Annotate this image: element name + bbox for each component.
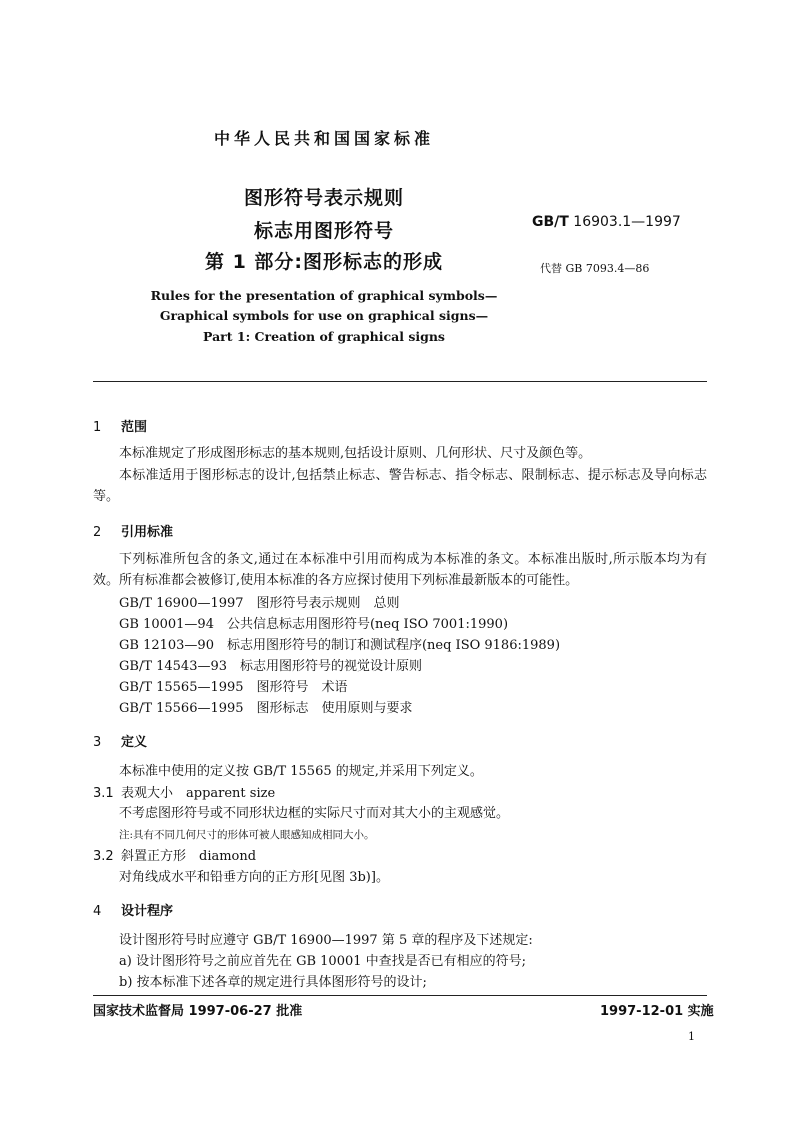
- section-3-title: 定义: [121, 735, 148, 750]
- page-number: 1: [688, 1030, 695, 1043]
- section-1-number: 1: [93, 420, 102, 435]
- section-1-heading: [93, 416, 147, 435]
- definition-3-1-heading: [93, 782, 275, 801]
- reference-item: GB 10001—94 公共信息标志用图形符号(neq ISO 7001:1990): [119, 617, 509, 632]
- definition-3-1-number: 3.1: [93, 786, 114, 801]
- standard-code-prefix: GB/T: [532, 214, 569, 230]
- country-standard-label: 中华人民共和国国家标准: [213, 129, 434, 148]
- title-cn-line-2: 标志用图形符号: [253, 220, 394, 242]
- section-1-title: 范围: [121, 420, 148, 435]
- section-4-item-b: b) 按本标准下述各章的规定进行具体图形符号的设计;: [119, 975, 427, 990]
- section-2-title: 引用标准: [121, 525, 174, 540]
- reference-item: GB/T 15565—1995 图形符号 术语: [119, 680, 348, 695]
- section-2-number: 2: [93, 525, 102, 540]
- replaces-label: 代替 GB 7093.4—86: [540, 262, 650, 275]
- title-cn-line-1: 图形符号表示规则: [243, 187, 404, 209]
- definition-3-2-text: 对角线成水平和铅垂方向的正方形[见图 3b)]。: [119, 870, 389, 885]
- title-en-line-3: Part 1: Creation of graphical signs: [203, 329, 445, 344]
- section-4-item-a: a) 设计图形符号之前应首先在 GB 10001 中查找是否已有相应的符号;: [119, 954, 527, 969]
- definition-3-1-term: 表观大小 apparent size: [121, 786, 276, 801]
- approval-date: 国家技术监督局 1997-06-27 批准: [93, 1004, 303, 1019]
- implementation-date: 1997-12-01 实施: [600, 1004, 714, 1019]
- section-3-paragraph-1: 本标准中使用的定义按 GB/T 15565 的规定,并采用下列定义。: [119, 764, 483, 779]
- header-divider: [93, 381, 707, 382]
- section-2-heading: [93, 521, 173, 540]
- definition-3-2-term: 斜置正方形 diamond: [121, 849, 257, 864]
- title-cn-line-3: 第 1 部分:图形标志的形成: [204, 251, 444, 273]
- section-3-number: 3: [93, 735, 102, 750]
- definition-3-1-note: 注:具有不同几何尺寸的形体可被人眼感知成相同大小。: [119, 829, 375, 841]
- section-2-paragraph-1: 下列标准所包含的条文,通过在本标准中引用而构成为本标准的条文。本标准出版时,所示版本均为有效。所有标准都会被修订,使用本标准的各方应探讨使用下列标准最新版本的可能性。: [93, 552, 707, 588]
- definition-3-1-text: 不考虑图形符号或不同形状边框的实际尺寸而对其大小的主观感觉。: [119, 806, 510, 821]
- footer-divider: [93, 995, 707, 996]
- section-4-heading: [93, 900, 173, 919]
- definition-3-2-heading: [93, 845, 256, 864]
- section-4-title: 设计程序: [121, 904, 174, 919]
- title-en-line-1: Rules for the presentation of graphical symbols—: [150, 288, 498, 303]
- reference-item: GB/T 14543—93 标志用图形符号的视觉设计原则: [119, 659, 423, 674]
- section-1-paragraph-1: 本标准规定了形成图形标志的基本规则,包括设计原则、几何形状、尺寸及颜色等。: [119, 446, 592, 461]
- standard-code: [532, 214, 681, 230]
- section-1-paragraph-2: 本标准适用于图形标志的设计,包括禁止标志、警告标志、指令标志、限制标志、提示标志及导向标志等。: [93, 468, 707, 504]
- reference-item: GB/T 16900—1997 图形符号表示规则 总则: [119, 596, 400, 611]
- reference-item: GB/T 15566—1995 图形标志 使用原则与要求: [119, 701, 413, 716]
- section-4-paragraph-1: 设计图形符号时应遵守 GB/T 16900—1997 第 5 章的程序及下述规定:: [119, 933, 533, 948]
- definition-3-2-number: 3.2: [93, 849, 114, 864]
- title-en-line-2: Graphical symbols for use on graphical signs—: [159, 308, 489, 323]
- section-3-heading: [93, 731, 147, 750]
- reference-item: GB 12103—90 标志用图形符号的制订和测试程序(neq ISO 9186:1989): [119, 638, 561, 653]
- standard-code-number: 16903.1—1997: [573, 214, 681, 230]
- section-4-number: 4: [93, 904, 102, 919]
